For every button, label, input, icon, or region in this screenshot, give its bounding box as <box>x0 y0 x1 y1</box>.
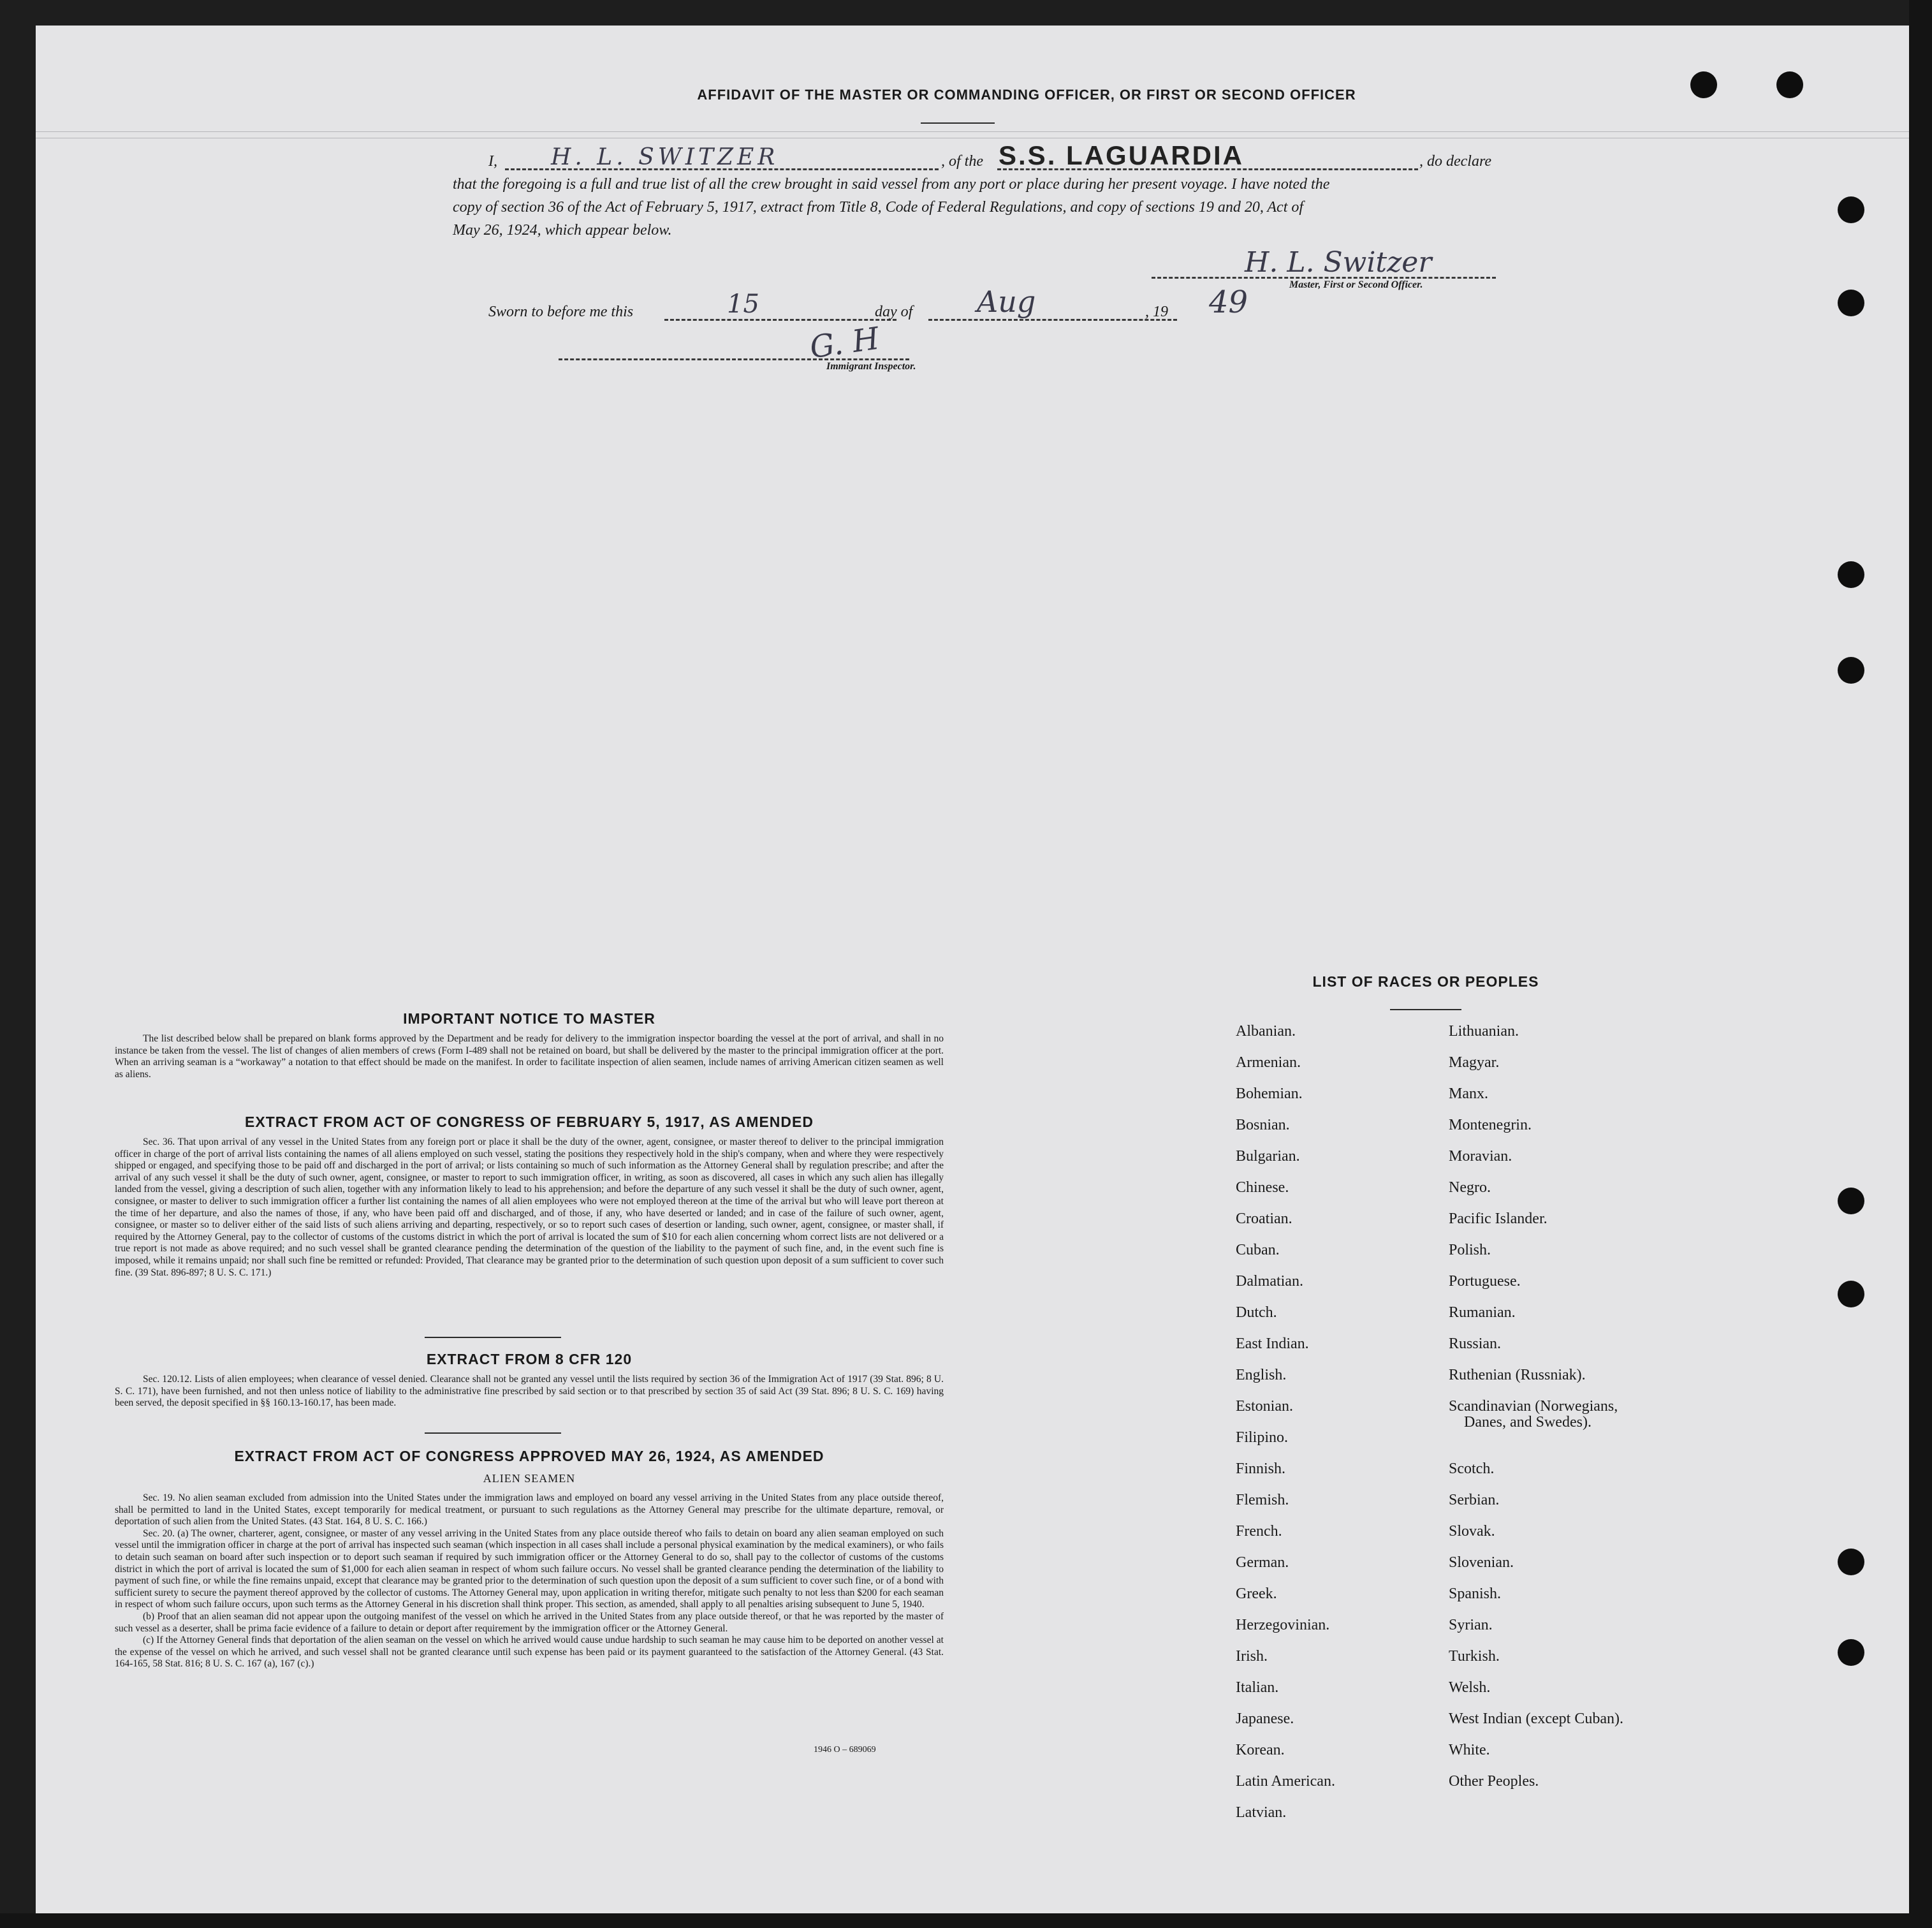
race-item: Serbian. <box>1449 1492 1500 1508</box>
race-item: Other Peoples. <box>1449 1773 1539 1790</box>
day-of-label: day of <box>875 304 913 320</box>
extract-cfr-body <box>115 1374 944 1409</box>
race-item: Herzegovinian. <box>1236 1617 1330 1633</box>
sec-120-12-paragraph: Sec. 120.12. Lists of alien employees; when clearance of vessel denied. Clearance shall not be granted any vessel until the lists required by section 36 of the Immigration Act of 1917 (39 Stat. 896; 8 U. S. C. 171), have been furnished, and not then unless notice of liability to the administrative fine prescribed by said section or to that prescribed by section 35 of said Act (39 Stat. 896; 8 U. S. C. 169) having been served, the deposit specified in §§ 160.13-160.17, has been made. <box>115 1374 944 1409</box>
race-item: Montenegrin. <box>1449 1117 1532 1133</box>
race-item: Italian. <box>1236 1679 1279 1696</box>
affidavit-title: AFFIDAVIT OF THE MASTER OR COMMANDING OFFICER, OR FIRST OR SECOND OFFICER <box>697 87 1356 103</box>
race-item: Bulgarian. <box>1236 1148 1300 1165</box>
extract-1917-body <box>115 1137 944 1279</box>
race-item: Negro. <box>1449 1179 1491 1196</box>
master-name: H. L. SWITZER <box>551 144 779 170</box>
punch-hole-right-7 <box>1838 1549 1864 1575</box>
punch-hole-top-1 <box>1690 71 1717 98</box>
race-item: Chinese. <box>1236 1179 1289 1196</box>
race-item: Bohemian. <box>1236 1085 1303 1102</box>
sworn-month: Aug <box>977 284 1036 319</box>
extract-cfr-title: EXTRACT FROM 8 CFR 120 <box>426 1351 633 1367</box>
race-item: Welsh. <box>1449 1679 1491 1696</box>
punch-hole-right-6 <box>1838 1281 1864 1307</box>
race-item: Albanian. <box>1236 1023 1296 1040</box>
race-item: Russian. <box>1449 1336 1502 1352</box>
inspector-caption: Immigrant Inspector. <box>826 361 916 372</box>
race-item: Dalmatian. <box>1236 1273 1303 1290</box>
scan-border-bottom <box>0 1913 1932 1928</box>
race-item: Croatian. <box>1236 1211 1292 1227</box>
scan-border-right <box>1909 0 1932 1928</box>
race-item: Ruthenian (Russniak). <box>1449 1367 1586 1383</box>
races-title: LIST OF RACES OR PEOPLES <box>1312 973 1539 990</box>
notice-body <box>115 1033 944 1080</box>
notice-paragraph: The list described below shall be prepared on blank forms approved by the Department and be ready for delivery to the immigration inspector boarding the vessel at the port of arrival, and shall in no instance be taken from the vessel. The list of changes of alien members of crews (Form I-489 shall not be retained on board, but shall be delivered by the master to the principal immigration officer at the port. When an arriving seaman is a “workaway” a notation to that effect should be made on the manifest. In order to facilitate inspection of alien seamen, include names of arriving American citizen seamen as well as aliens. <box>115 1033 944 1080</box>
declare-i-label: I, <box>488 153 497 170</box>
sworn-label: Sworn to before me this <box>488 304 634 320</box>
race-item: Rumanian. <box>1449 1304 1516 1321</box>
affidavit-body-line-1: that the foregoing is a full and true list of all the crew brought in said vessel from any port or place during her present voyage. I have noted the <box>453 176 1330 193</box>
vessel-name: S.S. LAGUARDIA <box>999 140 1245 170</box>
race-item: Cuban. <box>1236 1242 1280 1258</box>
extract-divider-1 <box>425 1337 561 1338</box>
extract-divider-2 <box>425 1432 561 1434</box>
extract-1924-subtitle: ALIEN SEAMEN <box>483 1472 576 1485</box>
race-item: Latvian. <box>1236 1804 1287 1821</box>
extract-1917-title: EXTRACT FROM ACT OF CONGRESS OF FEBRUARY 5, 1917, AS AMENDED <box>245 1114 814 1130</box>
sec-36-paragraph: Sec. 36. That upon arrival of any vessel in the United States from any foreign port or place it shall be the duty of the owner, agent, consignee, or master thereof to deliver to the principal immigration officer in charge of the port of arrival lists containing the names of all aliens employed on such vessel, stating the positions they respectively hold in the ship's company, when and where they were respectively shipped or engaged, and specifying those to be paid off and discharged in the port of arrival; or lists containing so much of such information as the Attorney General shall by regulation prescribe; and after the arrival of any such vessel it shall be the duty of such owner, agent, consignee, or master to report to such immigration officer, in writing, as soon as discovered, all cases in which any such alien has illegally landed from the vessel, giving a description of such alien, together with any information likely to lead to his apprehension; and before the departure of any such vessel it shall be the duty of such owner, agent, consignee, or master to deliver to such immigration officer a further list containing the names of all alien employees who were not employed thereon at the time of the arrival but who will leave port thereon at the time of her departure, and also the names of those, if any, who have been paid off and discharged, and of those, if any, who have deserted or landed; and in case of the failure of such owner, agent, consignee, or master so to deliver either of the said lists of such aliens arriving and departing, respectively, or so to report such cases of desertion or landing, such owner, agent, consignee, or master shall, if required by the Attorney General, pay to the collector of customs of the customs district in which the port of arrival is located the sum of $10 for each alien concerning whom correct lists are not delivered or a true report is not made as above required; and no such vessel shall be granted clearance pending the determination of the question of the liability to the payment of such fine, and, in the event such fine is imposed, while it remains unpaid; nor shall such fine be remitted or refunded: Provided, That clearance may be granted prior to the determination of such question upon deposit of a sum sufficient to cover such fine. (39 Stat. 896-897; 8 U. S. C. 171.) <box>115 1137 944 1278</box>
race-item: Irish. <box>1236 1648 1268 1665</box>
punch-hole-right-5 <box>1838 1188 1864 1214</box>
punch-hole-right-4 <box>1838 657 1864 684</box>
race-item: Dutch. <box>1236 1304 1277 1321</box>
race-item: Greek. <box>1236 1586 1277 1602</box>
extract-1924-body <box>115 1492 944 1670</box>
master-signature: H. L. Switzer <box>1245 246 1432 279</box>
sec-20b-paragraph: (b) Proof that an alien seaman did not appear upon the outgoing manifest of the vessel on which he arrived in the United States from any place outside thereof, or that he was reported by the master of such vessel as a deserter, shall be prima facie evidence of a failure to detain or deport after requirement by the immigration officer or the Attorney General. <box>115 1610 944 1634</box>
race-item: Finnish. <box>1236 1461 1286 1477</box>
inspector-signature: G. H <box>807 320 882 366</box>
sec-19-paragraph: Sec. 19. No alien seaman excluded from admission into the United States under the immigration laws and employed on board any vessel arriving in the United States from any place outside thereof, shall be permitted to land in the United States, except temporarily for medical treatment, or pursuant to such regulations as the Attorney General may prescribe for the ultimate departure, removal, or deportation of such alien from the United States. (43 Stat. 164, 8 U. S. C. 166.) <box>115 1492 944 1527</box>
race-item: Manx. <box>1449 1085 1488 1102</box>
race-item: White. <box>1449 1742 1490 1758</box>
race-item: West Indian (except Cuban). <box>1449 1711 1623 1727</box>
race-item: Magyar. <box>1449 1054 1500 1071</box>
race-item: Scotch. <box>1449 1461 1495 1477</box>
race-item: Korean. <box>1236 1742 1285 1758</box>
sworn-month-line <box>928 319 1177 321</box>
print-code: 1946 O – 689069 <box>814 1745 876 1755</box>
race-item: Spanish. <box>1449 1586 1502 1602</box>
race-item: Scandinavian (Norwegians, <box>1449 1398 1618 1415</box>
sworn-day: 15 <box>727 290 759 319</box>
race-item: Polish. <box>1449 1242 1491 1258</box>
master-caption: Master, First or Second Officer. <box>1289 279 1423 290</box>
race-item: Turkish. <box>1449 1648 1500 1665</box>
race-item: Japanese. <box>1236 1711 1294 1727</box>
punch-hole-top-2 <box>1776 71 1803 98</box>
punch-hole-right-1 <box>1838 196 1864 223</box>
document-page <box>36 26 1909 1913</box>
races-title-rule <box>1390 1009 1461 1010</box>
sworn-day-line <box>664 319 896 321</box>
affidavit-body-line-2: copy of section 36 of the Act of February 5, 1917, extract from Title 8, Code of Federal Regulations, and copy of sections 19 and 20, Act of <box>453 199 1304 216</box>
year-suffix: 49 <box>1209 284 1248 320</box>
race-item: Latin American. <box>1236 1773 1335 1790</box>
race-item: Estonian. <box>1236 1398 1293 1415</box>
race-item: Moravian. <box>1449 1148 1512 1165</box>
race-item: Flemish. <box>1236 1492 1289 1508</box>
race-item: Syrian. <box>1449 1617 1493 1633</box>
notice-title: IMPORTANT NOTICE TO MASTER <box>403 1010 655 1027</box>
affidavit-title-rule <box>921 122 995 124</box>
punch-hole-right-2 <box>1838 290 1864 316</box>
do-declare-label: , do declare <box>1419 153 1492 170</box>
race-item: Pacific Islander. <box>1449 1211 1548 1227</box>
race-item: Armenian. <box>1236 1054 1301 1071</box>
race-item: Slovenian. <box>1449 1554 1514 1571</box>
race-item: Portuguese. <box>1449 1273 1521 1290</box>
extract-1924-title: EXTRACT FROM ACT OF CONGRESS APPROVED MAY 26, 1924, AS AMENDED <box>234 1448 824 1464</box>
affidavit-body-line-3: May 26, 1924, which appear below. <box>453 222 672 239</box>
punch-hole-right-8 <box>1838 1639 1864 1666</box>
punch-hole-right-3 <box>1838 561 1864 588</box>
race-item: Filipino. <box>1236 1429 1289 1446</box>
of-the-label: , of the <box>941 153 983 170</box>
race-item: East Indian. <box>1236 1336 1309 1352</box>
race-item: German. <box>1236 1554 1289 1571</box>
race-item: Slovak. <box>1449 1523 1495 1540</box>
race-item: Bosnian. <box>1236 1117 1290 1133</box>
sec-20a-paragraph: Sec. 20. (a) The owner, charterer, agent, consignee, or master of any vessel arriving in the United States from any place outside thereof who fails to detain on board any alien seaman employed on such vessel until the immigration officer in charge at the port of arrival has inspected such seaman (which inspection in all cases shall include a personal physical examination by the medical examiners), or who fails to detain such seaman on board after such inspection or to deport such seaman if required by such immigration officer or the Attorney General to do so, shall pay to the collector of customs of the customs district in which the port of arrival is located the sum of $1,000 for each alien seaman in respect of whom such failure occurs. No vessel shall be granted clearance pending the determination of the liability to payment of such fine, or while the fine remains unpaid, except that clearance may be granted prior to the determination of such question upon the deposit of a sum sufficient to cover such fine, or of a bond with sufficient surety to secure the payment thereof approved by the collector of customs. The Attorney General may, upon application in writing therefor, mitigate such penalty to not less than $200 for each seaman in respect of whom such failure occurs, upon such terms as the Attorney General in his discretion shall think proper. This section, as amended, shall apply to all penalties arising subsequent to June 5, 1940. <box>115 1527 944 1610</box>
race-item: Lithuanian. <box>1449 1023 1519 1040</box>
race-item: English. <box>1236 1367 1287 1383</box>
race-item: Danes, and Swedes). <box>1464 1413 1592 1431</box>
year-prefix: , 19 <box>1145 304 1168 320</box>
race-item: French. <box>1236 1523 1282 1540</box>
sec-20c-paragraph: (c) If the Attorney General finds that deportation of the alien seaman on the vessel on which he arrived would cause undue hardship to such seaman he may cause him to be deported on another vessel at the expense of the vessel on which he arrived, and such vessel shall not be granted clearance until such expense has been paid or its payment guaranteed to the satisfaction of the Attorney General. (43 Stat. 164-165, 58 Stat. 816; 8 U. S. C. 167 (a), 167 (c).) <box>115 1635 944 1670</box>
top-rule-1 <box>36 131 1909 132</box>
